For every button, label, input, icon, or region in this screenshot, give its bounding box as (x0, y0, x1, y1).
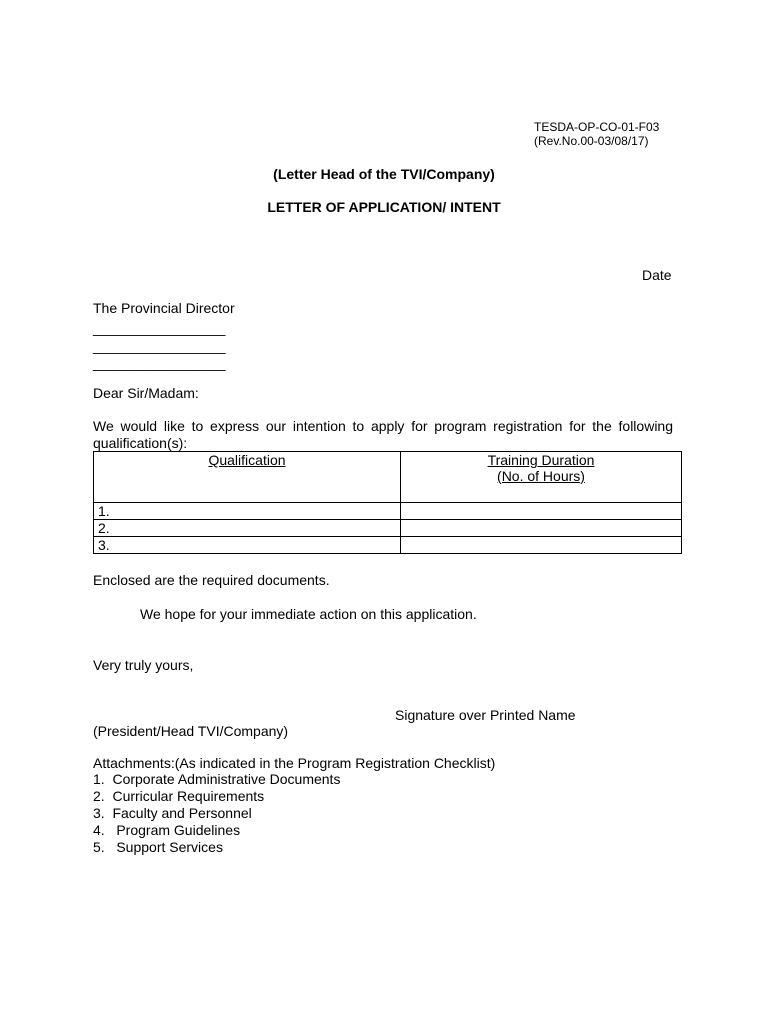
letterhead-placeholder: (Letter Head of the TVI/Company) (273, 166, 495, 182)
list-item: 4. Program Guidelines (93, 822, 241, 838)
salutation: Dear Sir/Madam: (93, 385, 199, 401)
hope-statement: We hope for your immediate action on this application. (140, 606, 477, 622)
duration-cell (401, 537, 682, 554)
list-item: 1. Corporate Administrative Documents (93, 771, 341, 787)
table-row (94, 537, 682, 554)
row-number: 3. (94, 537, 401, 554)
list-item: 2. Curricular Requirements (93, 788, 265, 804)
row-number: 1. (94, 503, 401, 520)
form-code: TESDA-OP-CO-01-F03 (534, 120, 660, 134)
hours-label: (No. of Hours) (497, 468, 585, 484)
table-row (94, 520, 682, 537)
list-item: 5. Support Services (93, 839, 223, 855)
enclosed-statement: Enclosed are the required documents. (93, 572, 330, 588)
form-code-block (534, 120, 659, 148)
attachments-list (93, 771, 340, 856)
attachments-heading: Attachments:(As indicated in the Program Registration Checklist) (93, 755, 496, 771)
date-label: Date (642, 267, 672, 283)
list-item: 3. Faculty and Personnel (93, 805, 252, 821)
intro-paragraph: We would like to express our intention to apply for program registration for the following qualification(s): (93, 418, 673, 451)
address-line-1: _________________ (93, 320, 226, 336)
table-header-row (94, 452, 682, 503)
letter-title: LETTER OF APPLICATION/ INTENT (267, 199, 501, 215)
training-duration-header (401, 452, 682, 503)
row-number: 2. (94, 520, 401, 537)
signature-label: Signature over Printed Name (395, 707, 576, 723)
duration-cell (401, 503, 682, 520)
signatory-role: (President/Head TVI/Company) (93, 723, 289, 739)
addressee-name: The Provincial Director (93, 300, 235, 316)
address-line-2: _________________ (93, 338, 226, 354)
revision-number: (Rev.No.00-03/08/17) (534, 134, 649, 148)
training-duration-label: Training Duration (487, 452, 595, 468)
qualification-table (93, 451, 682, 554)
table-row (94, 503, 682, 520)
qualification-header: Qualification (94, 452, 401, 503)
closing: Very truly yours, (93, 657, 194, 673)
address-line-3: _________________ (93, 355, 226, 371)
duration-cell (401, 520, 682, 537)
